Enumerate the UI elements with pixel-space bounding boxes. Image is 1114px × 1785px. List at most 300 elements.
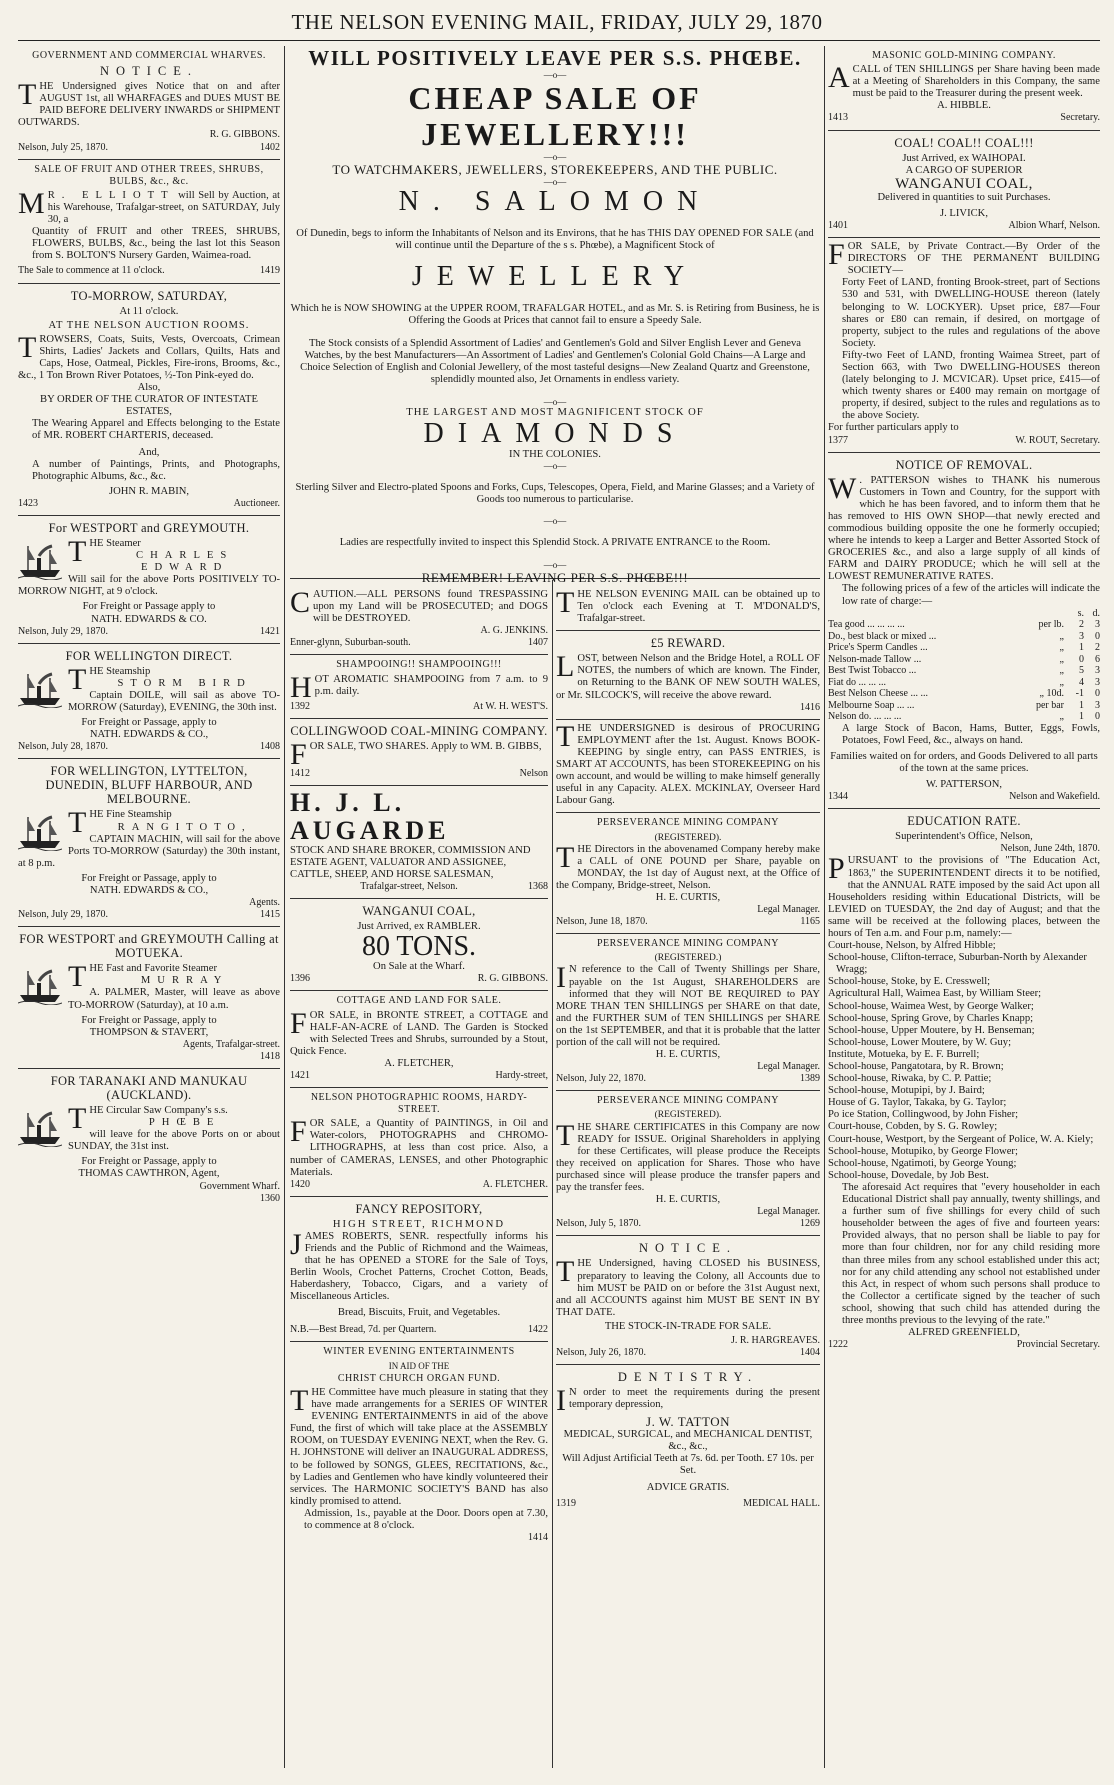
ad-freight: For Freight or Passage, apply to	[81, 872, 217, 884]
ad-role: Legal Manager.	[757, 1206, 820, 1218]
price-s: -1	[1075, 688, 1084, 700]
ad-ship	[18, 1069, 280, 1210]
drop-cap: T	[556, 1118, 575, 1152]
place-item: Agricultural Hall, Waimea East, by William Steer;	[828, 988, 1042, 1000]
ad-body: URSUANT to the provisions of "The Education Act, 1863," the SUPERINTENDENT directs it to be notified, that the ANNUAL RATE imposed by the said Act upon all Householders residing within Educational Districts, will be LEVIED on TUESDAY, the 2nd day of August; and that the same will be received at the following places, between the hours of Ten a.m. and Four p.m, namely:—	[828, 855, 1100, 939]
drop-cap: L	[556, 650, 575, 684]
ad-date: Nelson, June 24th, 1870.	[1000, 843, 1100, 855]
ad-title: NELSON PHOTOGRAPHIC ROOMS, HARDY-STREET.	[310, 1092, 528, 1116]
ad-families: Families waited on for orders, and Goods Delivered to all parts of the town at the same prices.	[830, 750, 1098, 774]
steamship-icon	[18, 668, 62, 708]
ad-address: Nelson and Wakefield.	[1009, 791, 1100, 803]
ad-fancy-repository	[290, 1197, 548, 1342]
ad-paintings: A number of Paintings, Prints, and Photographs, Photographic Albums, &c., &c.	[32, 458, 280, 482]
price-d: 6	[1095, 653, 1100, 665]
ad-title: COLLINGWOOD COAL-MINING COMPANY.	[290, 723, 548, 738]
drop-cap: T	[556, 840, 575, 874]
drop-cap: T	[68, 1102, 87, 1135]
place-item: School-house, Dovedale, by Job Best.	[828, 1169, 989, 1181]
ad-subtitle: At 11 o'clock.	[119, 305, 179, 317]
ad-signer: H. E. CURTIS,	[655, 891, 721, 903]
drop-cap: T	[18, 330, 37, 364]
place-item: School-house, Pangatotara, by R. Brown;	[828, 1061, 1004, 1072]
place-item: School-house, Motupipi, by J. Baird;	[828, 1085, 985, 1097]
ad-body: OR SALE, in BRONTE STREET, a COTTAGE and HALF-AN-ACRE of LAND. The Garden is Stocked with Selected Trees and Shrubs, surrounded by a Stout, Quick Fence.	[290, 1009, 548, 1057]
steamship-icon	[18, 811, 62, 851]
ad-wanganui-coal	[290, 899, 548, 991]
ad-date: Nelson, June 18, 1870.	[556, 916, 648, 928]
ad-body: STOCK AND SHARE BROKER, COMMISSION AND ESTATE AGENT, VALUATOR AND ASSIGNEE, CATTLE, SHEEP, AND HORSE SALESMAN,	[290, 844, 531, 880]
column-4	[828, 46, 1100, 1768]
ad-place: AT THE NELSON AUCTION ROOMS.	[48, 319, 250, 331]
ad-role: Provincial Secretary.	[1016, 1339, 1100, 1351]
drop-cap: T	[18, 78, 37, 112]
ad-title: WINTER EVENING ENTERTAINMENTS	[323, 1345, 515, 1357]
ad-number: 1407	[528, 637, 548, 649]
ad-after: The aforesaid Act requires that "every householder in each Educational District shall pay annually, twenty shillings, and a further sum of five shillings for every child of such householder between the ages of five and fourteen years: Provided always, that no person shall be liable to pay for more than four children, nor for any child residing more than three miles from any school established under this act; nor for any child attending any school not established under this Act, in respect of whom such persons shall produce to the Collector a certificate signed by the teacher of such school, showing that such child has attended during the three months previous to the levying of the rate."	[842, 1181, 1100, 1326]
steamship-icon	[18, 540, 62, 580]
ad-place: At W. H. WEST'S.	[473, 700, 548, 712]
ad-number: 1360	[260, 1192, 280, 1204]
price-row	[828, 677, 1100, 689]
ad-body: OR SALE, a Quantity of PAINTINGS, in Oil and Water-colors, PHOTOGRAPHS and CHROMO-LITHOGRAPHS, at less than cost price. Also, a number of CAMERAS, LENSES, and other Photographic Materials.	[290, 1118, 548, 1178]
ad-big: 80 TONS.	[361, 931, 477, 963]
ad-number: 1418	[260, 1050, 280, 1062]
ad-building-society	[828, 238, 1100, 453]
ad-bread: Bread, Biscuits, Fruit, and Vegetables.	[337, 1307, 501, 1319]
price-item: Price's Sperm Candles ...	[828, 642, 928, 654]
place-item: School-house, Riwaka, by C. P. Pattie;	[828, 1073, 992, 1085]
place-item: School-house, Spring Grove, by Charles Knapp;	[828, 1012, 1034, 1024]
price-s: 1	[1079, 699, 1084, 711]
jewellery-seller: N. SALOMON	[398, 186, 712, 217]
ad-estate: The Wearing Apparel and Effects belonging to the Estate of MR. ROBERT CHARTERIS, deceased.	[32, 418, 280, 442]
ad-employment	[556, 720, 820, 814]
price-item: Nelson do. ... ... ...	[828, 711, 902, 723]
price-header-d: d.	[1092, 607, 1100, 619]
jewellery-para: Ladies are respectfully invited to inspect this Splendid Stock. A PRIVATE ENTRANCE to the Room.	[339, 536, 771, 548]
price-unit: „ 10d.	[1039, 688, 1064, 700]
ad-hargreaves	[556, 1236, 820, 1365]
ad-body: HE UNDERSIGNED is desirous of PROCURING EMPLOYMENT after the 1st. August. Knows BOOK-KEEPING by single entry, can PASS ENTRIES, is SMART AT ACCOUNTS, has been STOREKEEPING on his own account, and would be willing to make himself generally useful in any Capacity. ALEX. MCKINLAY, Overseer Hard Labour Gang.	[556, 722, 820, 807]
ad-address: Albion Wharf, Nelson.	[1008, 219, 1100, 231]
ad-body: AUTION.—ALL PERSONS found TRESPASSING upon my Land will be PROSECUTED; and DOGS will be DESTROYED.	[313, 589, 548, 625]
jewellery-para: Of Dunedin, begs to inform the Inhabitants of Nelson and its Environs, that he has THIS DAY OPENED FOR SALE (and will continue until the Departure of the s s. Phœbe), a Magnificent Stock of	[296, 227, 814, 251]
ad-nb: N.B.—Best Bread, 7d. per Quartern.	[290, 1323, 437, 1335]
ad-perseverance-1	[556, 813, 820, 934]
ad-body: N order to meet the requirements during the present temporary depression,	[569, 1387, 820, 1411]
drop-cap: C	[290, 586, 311, 619]
ad-title: FOR WESTPORT and GREYMOUTH Calling at MOTUEKA.	[19, 932, 279, 961]
ad-title: GOVERNMENT AND COMMERCIAL WHARVES.	[32, 50, 266, 61]
ad-body: HE Undersigned, having CLOSED his BUSINESS, preparatory to leaving the Colony, all Accounts due to him MUST be PAID on or before the 31st August next, and all ACCOUNTS against him MUST BE SENT IN BY THAT DATE.	[556, 1258, 820, 1318]
ad-body: CALL of TEN SHILLINGS per Share having been made at a Meeting of Shareholders in this Company, the same must be paid to the Treasurer during the present week.	[852, 64, 1100, 100]
place-item: Institute, Motueka, by E. F. Burrell;	[828, 1048, 980, 1060]
ad-number: 1269	[800, 1218, 820, 1230]
ad-reward	[556, 631, 820, 719]
ad-admission: Admission, 1s., payable at the Door. Doors open at 7.30, to commence at 8 o'clock.	[304, 1507, 548, 1531]
price-unit: „	[1059, 665, 1064, 677]
jewellery-word: JEWELLERY	[411, 261, 699, 293]
ad-intro: HE Fast and Favorite Steamer	[89, 963, 218, 975]
ad-signer: W. PATTERSON,	[925, 779, 1003, 791]
ad-deliver: Delivered in quantities to suit Purchases.	[877, 191, 1051, 203]
price-row	[828, 654, 1100, 666]
ad-number: 1422	[528, 1323, 548, 1335]
ad-title: COAL! COAL!! COAL!!!	[894, 135, 1034, 150]
price-row	[828, 700, 1100, 712]
steamship-icon	[18, 1107, 62, 1147]
ad-number: 1420	[290, 1178, 310, 1190]
ad-title: £5 REWARD.	[650, 636, 726, 651]
ad-items: Quantity of FRUIT and other TREES, SHRUBS, FLOWERS, BULBS, &c., being the last lot this Season from S. BOLTON'S Nursery Garden, Waimea-road.	[32, 226, 280, 262]
ad-title: NOTICE OF REMOVAL.	[895, 457, 1033, 472]
ad-signer: A. G. JENKINS.	[480, 625, 548, 637]
ad-number: 1222	[828, 1339, 848, 1351]
price-s: 4	[1079, 676, 1084, 688]
price-item: Best Nelson Cheese ... ...	[828, 688, 928, 700]
ad-winter-entertainments	[290, 1342, 548, 1550]
place-item: School-house, Motupiko, by George Flower;	[828, 1145, 1018, 1157]
ad-cottage	[290, 991, 548, 1088]
ad-date: Nelson, July 25, 1870.	[18, 141, 108, 153]
ad-body: Captain DOILE, will sail as above TO-MORROW (Saturday), EVENING, the 30th inst.	[68, 689, 280, 714]
ad-title: WANGANUI COAL,	[362, 904, 476, 919]
places-list	[828, 940, 1100, 1182]
masthead: THE NELSON EVENING MAIL, FRIDAY, JULY 29, 1870	[291, 10, 823, 34]
ad-signer: R. G. GIBBONS.	[209, 129, 280, 141]
ad-augarde	[290, 786, 548, 899]
column-rule	[824, 46, 825, 1768]
ad-freight: For Freight or Passage apply to	[82, 601, 216, 613]
ad-signer: J. LIVICK,	[940, 207, 988, 219]
ad-perseverance-3	[556, 1091, 820, 1236]
ad-title: MASONIC GOLD-MINING COMPANY.	[872, 50, 1056, 61]
jewellery-line-1: WILL POSITIVELY LEAVE PER S.S. PHŒBE.	[308, 46, 802, 70]
separator: —o—	[543, 70, 567, 80]
ad-and: And,	[138, 446, 160, 458]
ad-date: Nelson, July 28, 1870.	[18, 741, 108, 753]
ad-body: HE NELSON EVENING MAIL can be obtained up to Ten o'clock each Evening at T. M'DONALD'S, Trafalgar-street.	[577, 589, 820, 625]
ad-number: 1392	[290, 700, 310, 712]
drop-cap: I	[556, 1384, 566, 1418]
place-item: House of G. Taylor, Takaka, by G. Taylor;	[828, 1097, 1007, 1109]
ad-lot: Fifty-two Feet of LAND, fronting Waimea Street, part of Section 663, with Two DWELLING-HOUSES thereon (lately belonging to J. MCVICAR). Upset price, £415—of which twenty shares or £400 may remain on mortgage of property, if desired, subject to the rules and regulations as to the above Society.	[842, 349, 1100, 422]
jewellery-para: Which he is NOW SHOWING at the UPPER ROOM, TRAFALGAR HOTEL, and as Mr. S. is Retiring from Business, he is Offering the Goods at Prices that cannot fail to ensure a Speedy Sale.	[290, 302, 820, 327]
separator: —o—	[543, 396, 567, 407]
separator: —o—	[543, 152, 567, 162]
ad-role: Legal Manager.	[757, 904, 820, 916]
price-unit: „	[1059, 711, 1064, 723]
ad-registered: (REGISTERED).	[654, 1110, 722, 1121]
ad-office: Superintendent's Office, Nelson,	[895, 831, 1033, 843]
price-d: 2	[1095, 642, 1100, 654]
ad-freight: For Freight or Passage, apply to	[81, 1156, 217, 1168]
ad-education-rate	[828, 809, 1100, 1356]
ad-body: Will sail for the above Ports POSITIVELY TO-MORROW NIGHT, at 9 o'clock.	[18, 574, 280, 598]
ad-signer: A. FLETCHER,	[384, 1057, 454, 1069]
ad-body: N reference to the Call of Twenty Shillings per Share, payable on the 1st August, SHAREHOLDERS are informed that they will NOT BE REQUIRED to PAY MORE THAN TEN SHILLINGS per SHARE on that date, and the FURTHER SUM of TEN SHILLINGS per SHARE on the 1st SEPTEMBER, and that it is probable that the latter portion of the call will not be required.	[556, 964, 820, 1048]
ad-also: Also,	[137, 382, 161, 394]
price-d: 0	[1095, 688, 1100, 700]
ad-number: 1421	[260, 625, 280, 637]
ad-number: 1402	[260, 141, 280, 153]
ad-body: OR SALE, by Private Contract.—By Order of the DIRECTORS OF THE PERMANENT BUILDING SOCIETY—	[847, 241, 1100, 277]
ad-subtitle: HIGH STREET, RICHMOND	[332, 1218, 506, 1230]
price-row	[828, 642, 1100, 654]
ad-number: 1413	[828, 112, 848, 124]
jewellery-headline: CHEAP SALE OF JEWELLERY!!!	[408, 80, 702, 152]
ad-jewellery	[290, 46, 820, 582]
ad-title: PERSEVERANCE MINING COMPANY	[596, 1095, 780, 1107]
ad-body: OR SALE, TWO SHARES. Apply to WM. B. GIBBS,	[309, 740, 542, 752]
ad-intro: HE Circular Saw Company's s.s.	[89, 1105, 228, 1116]
ad-agent: NATH. EDWARDS & CO.	[91, 613, 207, 625]
ad-after: A large Stock of Bacon, Hams, Butter, Eggs, Fowls, Potatoes, Fowl Feed, &c., always on hand.	[842, 722, 1100, 746]
ad-coal	[828, 131, 1100, 238]
price-unit: „	[1059, 642, 1064, 654]
column-3	[556, 586, 820, 1768]
ad-title: FOR WELLINGTON DIRECT.	[65, 648, 233, 663]
ad-title: EDUCATION RATE.	[907, 814, 1021, 829]
ad-aid: IN AID OF THE	[388, 1360, 450, 1371]
drop-cap: H	[290, 670, 312, 704]
ad-number: 1389	[800, 1073, 820, 1085]
price-table	[828, 608, 1100, 723]
ad-registered: (REGISTERED).	[654, 832, 722, 843]
place-item: School-house, Waimea West, by George Walker;	[828, 1000, 1034, 1012]
ad-number: 1377	[828, 434, 848, 446]
ad-number: 1401	[828, 219, 848, 231]
ad-order: BY ORDER OF THE CURATOR OF INTESTATE ESTATES,	[40, 394, 258, 418]
drop-cap: W	[828, 471, 857, 505]
ad-date: Nelson, July 26, 1870.	[556, 1347, 646, 1359]
ad-vessel: STORM BIRD	[117, 677, 252, 689]
ad-title: FANCY REPOSITORY,	[355, 1201, 483, 1216]
drop-cap: M	[18, 186, 45, 220]
ad-vessel: RANGITOTO,	[117, 821, 252, 833]
ad-agent-2: Agents, Trafalgar-street.	[182, 1038, 280, 1050]
separator: —o—	[543, 559, 567, 570]
ad-hall: MEDICAL HALL.	[743, 1497, 820, 1509]
price-s: 5	[1079, 665, 1084, 677]
place-item: Court-house, Nelson, by Alfred Hibble;	[828, 940, 996, 952]
price-s: 0	[1079, 653, 1084, 665]
drop-cap: T	[68, 806, 87, 840]
ad-subtitle: Just Arrived, ex RAMBLER.	[357, 921, 481, 933]
ad-ship	[18, 516, 280, 644]
ad-freight: For Freight or Passage, apply to	[81, 1014, 217, 1026]
drop-cap: F	[290, 1115, 307, 1149]
ad-vessel: PHŒBE	[148, 1117, 221, 1129]
ad-title: FOR WELLINGTON, LYTTELTON, DUNEDIN, BLUFF HARBOUR, AND MELBOURNE.	[45, 764, 253, 807]
ad-masonic	[828, 46, 1100, 131]
ad-number: 1344	[828, 791, 848, 803]
drop-cap: J	[290, 1227, 302, 1261]
ad-body: HE Undersigned gives Notice that on and after AUGUST 1st, all WHARFAGES and DUES MUST BE PAID BEFORE DELIVERY INWARDS or SHIPMENT OUTWARDS.	[18, 81, 280, 129]
jewellery-para: IN THE COLONIES.	[509, 448, 601, 460]
drop-cap: F	[828, 238, 845, 272]
ad-body: OST, between Nelson and the Bridge Hotel, a ROLL OF NOTES, the numbers of which are known. The Finder, on Returning to the BANK OF NEW SOUTH WALES, or Mr. SILCOCK'S, will receive the above reward.	[556, 653, 820, 701]
price-d: 3	[1095, 665, 1100, 677]
ad-vessel: MURRAY	[140, 975, 229, 987]
ad-date: Nelson, July 5, 1870.	[556, 1218, 641, 1230]
ad-address: Hardy-street,	[495, 1069, 548, 1081]
ad-signer: A. FLETCHER.	[482, 1178, 548, 1190]
ad-title: NOTICE.	[639, 1241, 737, 1256]
ad-agent: THOMPSON & STAVERT,	[89, 1026, 209, 1038]
price-unit: per bar	[1035, 699, 1064, 711]
price-s: 1	[1079, 642, 1084, 654]
ad-number: 1414	[528, 1532, 548, 1544]
ad-body: HE Directors in the abovenamed Company hereby make a CALL of ONE POUND per Share, payable on MONDAY, the 1st day of August next, at the Office of the Company, Bridge-street, Nelson.	[556, 843, 820, 891]
ad-caution	[290, 586, 548, 655]
ad-title: PERSEVERANCE MINING COMPANY	[596, 938, 780, 950]
price-row	[828, 631, 1100, 643]
drop-cap: F	[290, 737, 307, 771]
ad-intro: The following prices of a few of the articles will indicate the low rate of charge:—	[842, 583, 1100, 607]
ad-date: Nelson, July 29, 1870.	[18, 909, 108, 921]
price-unit: „	[1059, 653, 1064, 665]
ad-stock: THE STOCK-IN-TRADE FOR SALE.	[604, 1320, 772, 1332]
price-row	[828, 619, 1100, 631]
ad-title: DENTISTRY.	[617, 1370, 759, 1385]
drop-cap: T	[68, 535, 87, 568]
ad-number: 1421	[290, 1069, 310, 1081]
price-item: Melbourne Soap ... ...	[828, 699, 915, 711]
ad-body: . PATTERSON wishes to THANK his numerous Customers in Town and Country, for the support with which he has been favored, and to inform them that he has removed to HIS OWN SHOP—that newly erected and commodious building opposite the one he formerly occupied; where he intends to keep a Larger and Better Assorted Stock of GROCERIES &c., and also a large supply of all kinds of FARM and DAIRY PRODUCE; which he will sell at the LOWEST REMUNERATIVE RATES.	[828, 474, 1100, 583]
ad-freight: For Freight or Passage, apply to	[81, 717, 217, 729]
ad-title: For WESTPORT and GREYMOUTH.	[48, 521, 250, 535]
jewellery-remember: REMEMBER! LEAVING PER S.S. PHŒBE!!!	[421, 569, 689, 582]
column-rule	[284, 46, 285, 1768]
ad-number: 1423	[18, 497, 38, 509]
drop-cap: I	[556, 961, 566, 995]
ad-intro: HE Steamship	[89, 665, 151, 677]
ad-dentistry	[556, 1365, 820, 1515]
ad-body: HE SHARE CERTIFICATES in this Company are now READY for ISSUE. Original Shareholders in applying for these Certificates, will please produce the Receipts they received on application for Shares. Those who have purchased since will please produce the transfer papers and pay the transfer fees.	[556, 1121, 820, 1194]
ad-auction	[18, 284, 280, 517]
ad-signer: H. E. CURTIS,	[655, 1194, 721, 1206]
ad-body: ROWSERS, Coats, Suits, Vests, Overcoats, Crimean Shirts, Ladies' Jackets and Collars, Quilts, Hats and Caps, Hose, Oatmeal, Pickles, Fire-irons, Brooms, &c., &c., 1 Ton Brown River Potatoes, ½-Ton Pink-eyed do.	[18, 333, 280, 381]
drop-cap: T	[68, 662, 87, 696]
masthead-rule	[18, 40, 1100, 41]
price-unit: „	[1059, 676, 1064, 688]
ad-number: 1319	[556, 1497, 576, 1509]
place-item: School-house, Stoke, by E. Cresswell;	[828, 976, 991, 988]
ad-intro: HE Fine Steamship	[89, 809, 172, 821]
separator: —o—	[543, 460, 567, 471]
ad-agent: NATH. EDWARDS & CO.,	[89, 884, 209, 896]
price-s: 3	[1079, 630, 1084, 642]
drop-cap: T	[556, 586, 575, 619]
ad-number: 1404	[800, 1347, 820, 1359]
ad-body: OT AROMATIC SHAMPOOING from 7 a.m. to 9 p.m. daily.	[314, 673, 548, 697]
price-unit: „	[1059, 630, 1064, 642]
ad-agent-2: Agents.	[249, 897, 280, 909]
ad-number: 1419	[260, 265, 280, 277]
ad-number: 1165	[800, 916, 820, 928]
ad-perseverance-2	[556, 934, 820, 1091]
price-d: 3	[1095, 699, 1100, 711]
ad-number: 1396	[290, 973, 310, 985]
ad-fund: CHRIST CHURCH ORGAN FUND.	[337, 1372, 501, 1384]
ad-profession: MEDICAL, SURGICAL, and MECHANICAL DENTIST, &c., &c.,	[563, 1429, 813, 1453]
ad-body: will Sell by Auction, at his Warehouse, Trafalgar-street, on SATURDAY, July 30, a	[47, 189, 280, 226]
column-rule	[552, 580, 553, 1768]
ad-agent: NATH. EDWARDS & CO.,	[89, 729, 209, 741]
price-item: Fiat do ... ... ...	[828, 676, 887, 688]
ad-advice: ADVICE GRATIS.	[646, 1481, 730, 1493]
ad-lead: R. ELLIOTT	[47, 189, 175, 201]
ad-sale: On Sale at the Wharf.	[373, 961, 465, 973]
ad-note: The Sale to commence at 11 o'clock.	[18, 265, 165, 277]
ad-ship	[18, 759, 280, 927]
price-s: 2	[1079, 619, 1084, 631]
price-header-s: s.	[1077, 607, 1084, 619]
place-item: School-house, Upper Moutere, by H. Benseman;	[828, 1024, 1035, 1036]
ad-wharves	[18, 46, 280, 160]
price-item: Tea good ... ... ... ...	[828, 619, 905, 631]
ad-body: AMES ROBERTS, SENR. respectfully informs his Friends and the Public of Richmond and the Waimeas, that he has OPENED a STORE for the Sale of Toys, Berlin Wools, Crochet Patterns, Crochet Cotton, Beads, Haberdashery, Tobacco, Cigars, and a variety of Miscellaneous Articles.	[290, 1230, 548, 1303]
jewellery-para: The Stock consists of a Splendid Assortment of Ladies' and Gentlemen's Gold and Silver English Lever and Geneva Watches, by the best Manufacturers—An Assortment of Ladies' and Gentlemen's Colonial Gold Chains—A Large and Choice Selection of English and Colonial Jewellery, of the most tasteful designs—New Zealand Quartz and Greenstone, splendidly mounted also, Jet Ornaments in endless variety.	[300, 337, 810, 386]
ad-ship	[18, 644, 280, 760]
place-item: School-house, Ngatimoti, by George Young;	[828, 1157, 1017, 1169]
ad-number: 1412	[290, 767, 310, 779]
separator: —o—	[543, 516, 567, 527]
ad-ship	[18, 927, 280, 1069]
ad-photographic	[290, 1088, 548, 1197]
ad-shampoo	[290, 655, 548, 718]
ad-intro: HE Steamer	[89, 538, 141, 549]
ad-date: Nelson, July 22, 1870.	[556, 1073, 646, 1085]
ad-registered: (REGISTERED.)	[654, 953, 722, 964]
ad-title: FOR TARANAKI AND MANUKAU (AUCKLAND).	[50, 1074, 248, 1102]
price-d: 3	[1095, 619, 1100, 631]
ad-cargo: A CARGO OF SUPERIOR	[905, 164, 1023, 176]
ad-signer: H. E. CURTIS,	[655, 1049, 721, 1061]
ad-role: Legal Manager.	[757, 1061, 820, 1073]
ad-signer: JOHN R. MABIN,	[108, 485, 190, 497]
ad-prices: Will Adjust Artificial Teeth at 7s. 6d. per Tooth. £7 10s. per Set.	[562, 1453, 814, 1477]
ad-vessel: CHARLES EDWARD	[136, 550, 234, 574]
jewellery-word: DIAMONDS	[423, 417, 687, 449]
drop-cap: T	[556, 719, 575, 753]
ad-number: 1408	[260, 741, 280, 753]
price-unit: per lb.	[1038, 619, 1064, 631]
ad-signer: W. ROUT, Secretary.	[1015, 434, 1100, 446]
column-1	[18, 46, 280, 1768]
column-2	[290, 586, 548, 1768]
ad-signer: J. R. HARGREAVES.	[731, 1334, 820, 1346]
ad-body: will leave for the above Ports on or about SUNDAY, the 31st inst.	[68, 1129, 280, 1153]
place-item: School-house, Clifton-terrace, Suburban-North by Alexander Wragg;	[828, 952, 1087, 976]
price-d: 0	[1095, 630, 1100, 642]
ad-heading: NOTICE.	[100, 64, 198, 79]
ad-evening-mail	[556, 586, 820, 631]
price-row	[828, 711, 1100, 723]
price-row	[828, 688, 1100, 700]
price-item: Best Twist Tobacco ...	[828, 665, 917, 677]
jewellery-para: THE LARGEST AND MOST MAGNIFICENT STOCK OF	[406, 406, 704, 418]
price-s: 1	[1079, 711, 1084, 723]
price-d: 3	[1095, 676, 1100, 688]
ad-signer: A. HIBBLE.	[937, 100, 991, 112]
jewellery-para: Sterling Silver and Electro-plated Spoons and Forks, Cups, Telescopes, Opera, Field, and Marine Glasses; and a Variety of Goods too numerous to particularise.	[295, 481, 815, 505]
ad-date: Enner-glynn, Suburban-south.	[290, 637, 411, 649]
ad-removal	[828, 453, 1100, 810]
ad-elliott	[18, 160, 280, 284]
